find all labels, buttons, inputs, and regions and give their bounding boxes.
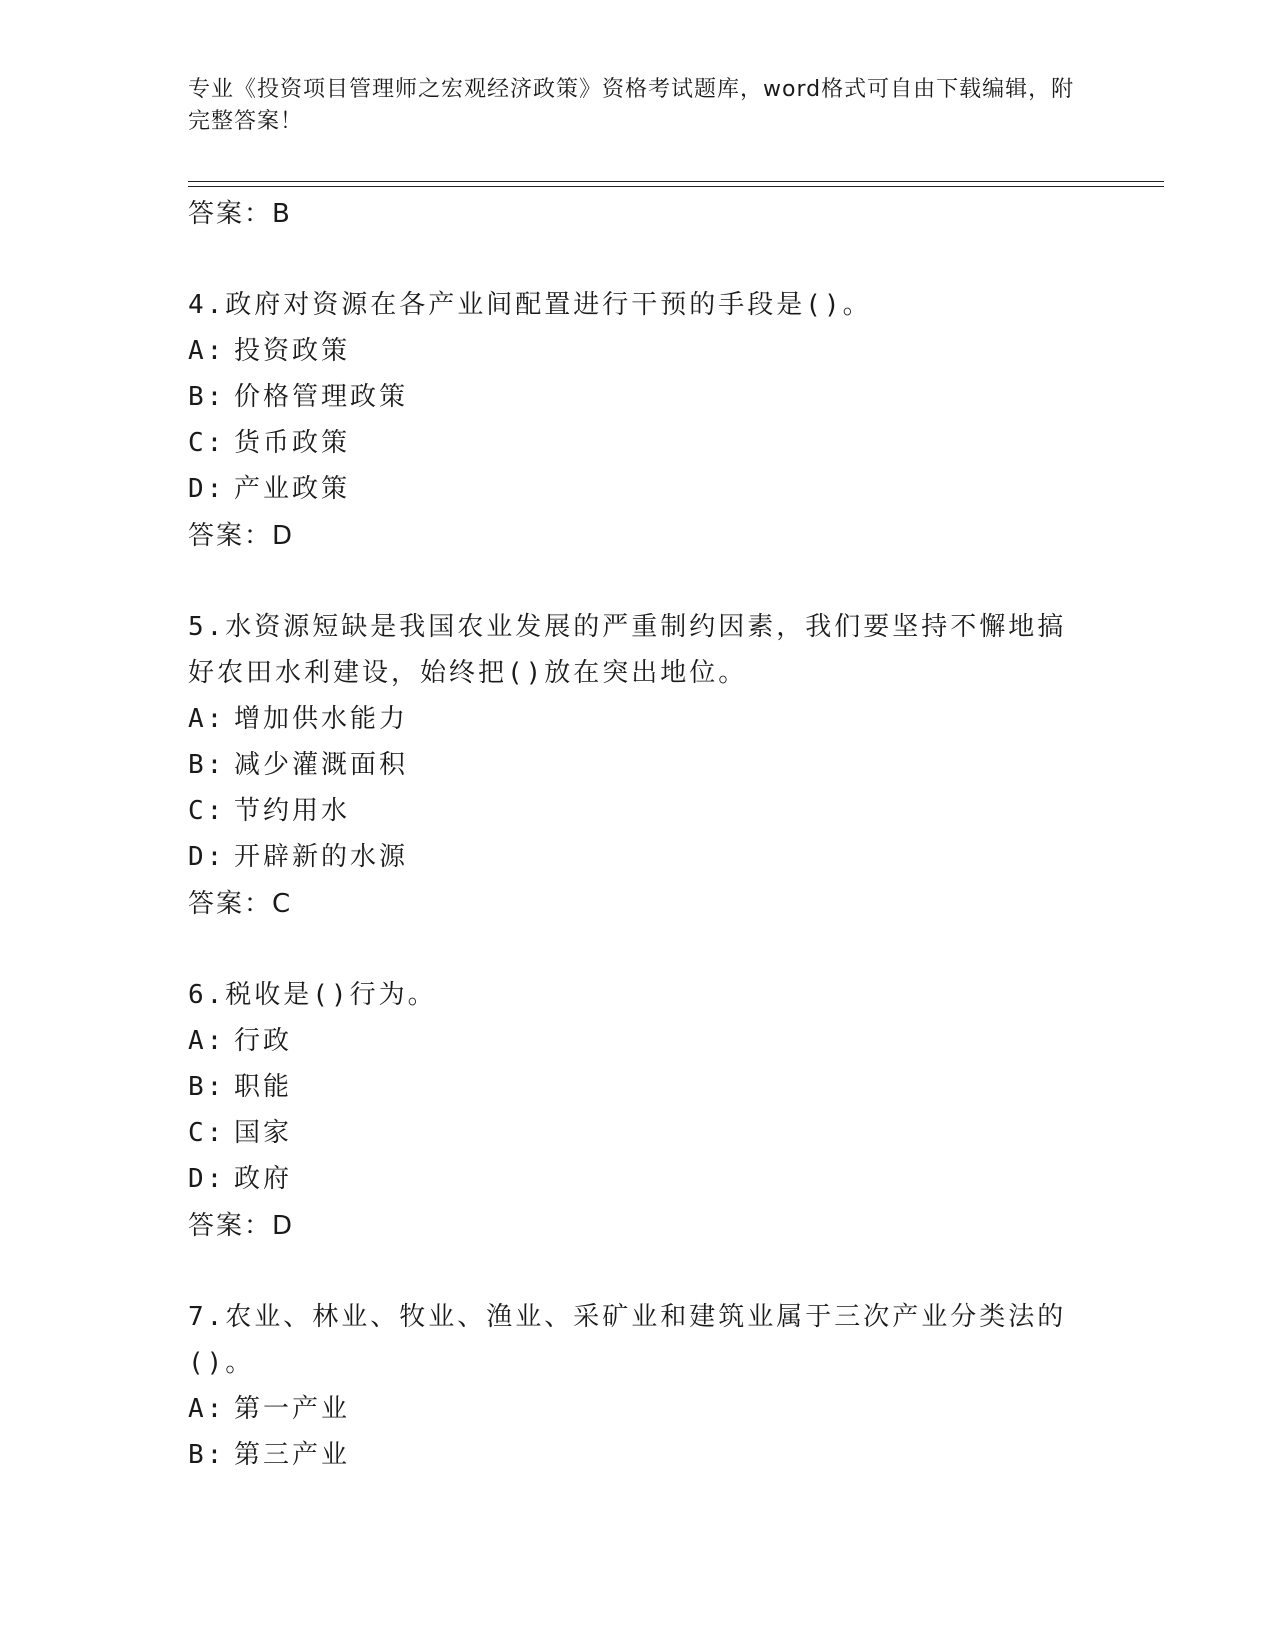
question-stem: 6.税收是()行为。 bbox=[188, 980, 437, 1010]
option-b bbox=[188, 742, 1078, 788]
option-text: 职能 bbox=[234, 1072, 293, 1102]
answer-line: 答案：D bbox=[188, 521, 295, 551]
option-list bbox=[188, 1386, 1078, 1478]
option-d bbox=[188, 834, 1078, 880]
option-d bbox=[188, 466, 1078, 512]
option-key: A: bbox=[188, 1026, 226, 1056]
option-text: 国家 bbox=[234, 1118, 293, 1148]
option-b bbox=[188, 1064, 1078, 1110]
question-list bbox=[188, 191, 1078, 1478]
option-key: B: bbox=[188, 1440, 226, 1470]
question-4 bbox=[188, 282, 1078, 556]
option-a bbox=[188, 1018, 1078, 1064]
option-list bbox=[188, 1018, 1078, 1202]
answer-line: 答案：C bbox=[188, 889, 293, 919]
option-c bbox=[188, 420, 1078, 466]
option-a bbox=[188, 696, 1078, 742]
question-5 bbox=[188, 604, 1078, 924]
question-stem: 7.农业、林业、牧业、渔业、采矿业和建筑业属于三次产业分类法的()。 bbox=[188, 1302, 1067, 1378]
option-key: B: bbox=[188, 382, 226, 412]
question-stem: 5.水资源短缺是我国农业发展的严重制约因素，我们要坚持不懈地搞好农田水利建设，始终把()放在突出地位。 bbox=[188, 612, 1067, 688]
question-stem: 4.政府对资源在各产业间配置进行干预的手段是()。 bbox=[188, 290, 872, 320]
option-c bbox=[188, 1110, 1078, 1156]
option-key: A: bbox=[188, 1394, 226, 1424]
option-text: 节约用水 bbox=[234, 796, 351, 826]
option-key: D: bbox=[188, 474, 226, 504]
option-key: D: bbox=[188, 1164, 226, 1194]
option-text: 开辟新的水源 bbox=[234, 842, 409, 872]
document-header: 专业《投资项目管理师之宏观经济政策》资格考试题库，word格式可自由下载编辑，附完整答案！ bbox=[188, 77, 1075, 134]
answer-line: 答案：D bbox=[188, 1211, 295, 1241]
option-text: 货币政策 bbox=[234, 428, 351, 458]
option-d bbox=[188, 1156, 1078, 1202]
option-text: 第三产业 bbox=[234, 1440, 351, 1470]
option-text: 增加供水能力 bbox=[234, 704, 409, 734]
option-key: D: bbox=[188, 842, 226, 872]
option-key: C: bbox=[188, 428, 226, 458]
option-text: 政府 bbox=[234, 1164, 293, 1194]
option-key: C: bbox=[188, 1118, 226, 1148]
option-text: 减少灌溉面积 bbox=[234, 750, 409, 780]
header-divider-bottom bbox=[188, 186, 1164, 187]
option-a bbox=[188, 328, 1078, 374]
option-key: A: bbox=[188, 336, 226, 366]
option-text: 投资政策 bbox=[234, 336, 351, 366]
option-c bbox=[188, 788, 1078, 834]
option-text: 第一产业 bbox=[234, 1394, 351, 1424]
option-list bbox=[188, 328, 1078, 512]
option-text: 价格管理政策 bbox=[234, 382, 409, 412]
option-text: 产业政策 bbox=[234, 474, 351, 504]
option-b bbox=[188, 374, 1078, 420]
option-b bbox=[188, 1432, 1078, 1478]
question-7 bbox=[188, 1294, 1078, 1478]
option-text: 行政 bbox=[234, 1026, 293, 1056]
option-key: C: bbox=[188, 796, 226, 826]
header-divider-top bbox=[188, 181, 1164, 182]
option-a bbox=[188, 1386, 1078, 1432]
question-6 bbox=[188, 972, 1078, 1246]
option-key: A: bbox=[188, 704, 226, 734]
option-key: B: bbox=[188, 1072, 226, 1102]
answer-line: 答案：B bbox=[188, 199, 292, 229]
option-list bbox=[188, 696, 1078, 880]
option-key: B: bbox=[188, 750, 226, 780]
